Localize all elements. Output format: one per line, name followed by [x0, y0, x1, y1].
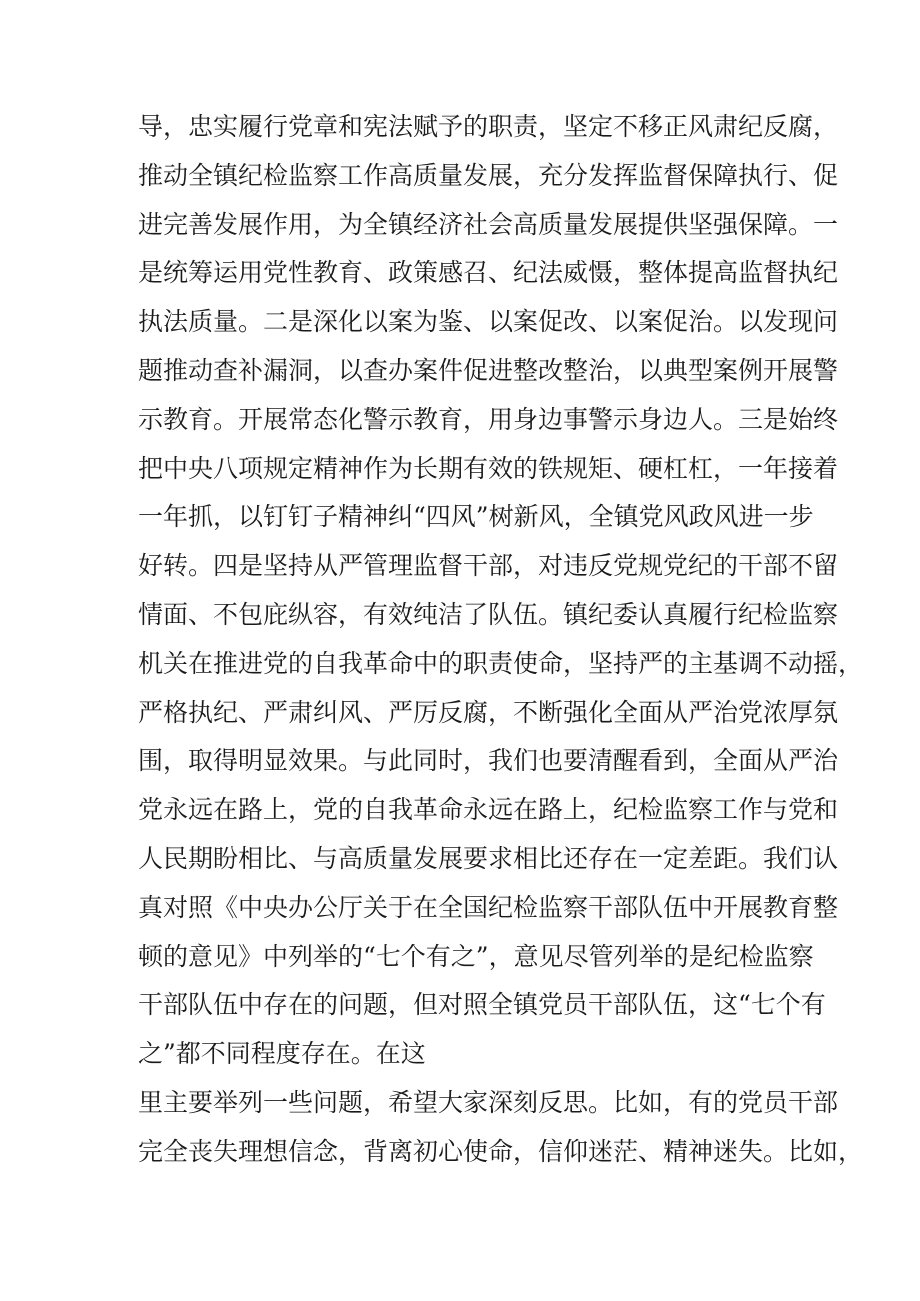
- text-line: 干部队伍中存在的问题，但对照全镇党员干部队伍，这“七个有: [138, 990, 826, 1020]
- text-line: 完全丧失理想信念，背离初心使命，信仰迷茫、精神迷失。比如，: [138, 1136, 864, 1166]
- text-line: 执法质量。二是深化以案为鉴、以案促改、以案促治。以发现问: [138, 307, 839, 337]
- text-line: 示教育。开展常态化警示教育，用身边事警示身边人。三是始终: [138, 404, 839, 434]
- text-line: 一年抓，以钉钉子精神纠“四风”树新风，全镇党风政风进一步: [138, 502, 814, 532]
- text-line: 是统筹运用党性教育、政策感召、纪法威慑，整体提高监督执纪: [138, 258, 839, 288]
- text-line: 题推动查补漏洞，以查办案件促进整改整治，以典型案例开展警: [138, 355, 839, 385]
- text-line: 党永远在路上，党的自我革命永远在路上，纪检监察工作与党和: [138, 795, 839, 825]
- text-line: 机关在推进党的自我革命中的职责使命，坚持严的主基调不动摇，: [138, 648, 864, 678]
- text-line: 人民期盼相比、与高质量发展要求相比还存在一定差距。我们认: [138, 843, 839, 873]
- text-line: 严格执纪、严肃纠风、严厉反腐，不断强化全面从严治党浓厚氛: [138, 697, 839, 727]
- text-line: 围，取得明显效果。与此同时，我们也要清醒看到，全面从严治: [138, 746, 839, 776]
- text-line: 把中央八项规定精神作为长期有效的铁规矩、硬杠杠，一年接着: [138, 453, 839, 483]
- text-line: 里主要举列一些问题，希望大家深刻反思。比如，有的党员干部: [138, 1087, 839, 1117]
- text-line: 导，忠实履行党章和宪法赋予的职责，坚定不移正风肃纪反腐，: [138, 112, 839, 141]
- body-text: [138, 103, 864, 1177]
- text-line: 进完善发展作用，为全镇经济社会高质量发展提供坚强保障。一: [138, 209, 839, 239]
- text-line: 好转。四是坚持从严管理监督干部，对违反党规党纪的干部不留: [138, 551, 839, 581]
- text-line: 推动全镇纪检监察工作高质量发展，充分发挥监督保障执行、促: [138, 160, 839, 190]
- text-line: 顿的意见》中列举的“七个有之”，意见尽管列举的是纪检监察: [138, 941, 814, 971]
- text-line: 之”都不同程度存在。在这: [138, 1039, 426, 1069]
- text-line: 真对照《中央办公厅关于在全国纪检监察干部队伍中开展教育整: [138, 892, 839, 922]
- text-line: 情面、不包庇纵容，有效纯洁了队伍。镇纪委认真履行纪检监察: [138, 599, 839, 629]
